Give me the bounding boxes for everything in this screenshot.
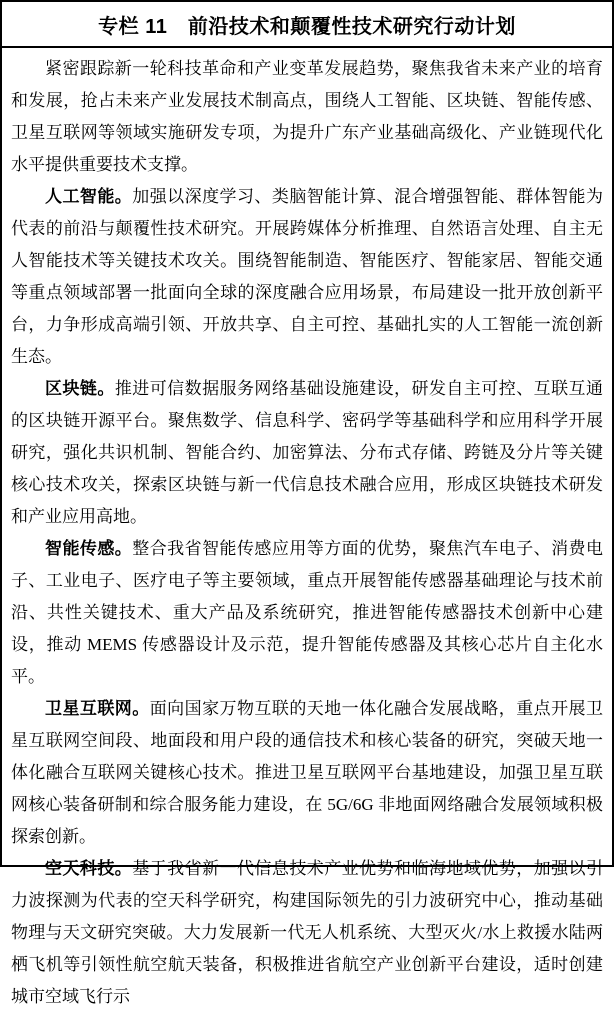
paragraph-lead: 人工智能。	[45, 187, 133, 206]
paragraph-text: 推进可信数据服务网络基础设施建设，研发自主可控、互联互通的区块链开源平台。聚焦数学、信息科学、密码学等基础科学和应用科学开展研究，强化共识机制、智能合约、加密算法、分布式存储、跨链及分片等关键核心技术攻关，探索区块链与新一代信息技术融合应用，形成区块链技术研发和产业应用高地。	[11, 379, 604, 526]
paragraph	[11, 533, 603, 693]
column-title-row	[2, 2, 612, 48]
column-title: 专栏 11 前沿技术和颠覆性技术研究行动计划	[98, 15, 516, 38]
paragraph-lead: 智能传感。	[45, 539, 133, 558]
paragraph	[11, 53, 603, 181]
paragraph	[11, 373, 603, 533]
paragraph-lead: 空天科技。	[45, 859, 133, 878]
paragraph-text: 紧密跟踪新一轮科技革命和产业变革发展趋势，聚焦我省未来产业的培育和发展，抢占未来产业发展技术制高点，围绕人工智能、区块链、智能传感、卫星互联网等领域实施研发专项，为提升广东产业基础高级化、产业链现代化水平提供重要技术支撑。	[11, 59, 603, 174]
column-body	[2, 48, 612, 1013]
paragraph	[11, 181, 603, 373]
paragraph	[11, 693, 603, 853]
paragraph-text: 面向国家万物互联的天地一体化融合发展战略，重点开展卫星互联网空间段、地面段和用户段的通信技术和核心装备的研究，突破天地一体化融合互联网关键核心技术。推进卫星互联网平台基地建设，加强卫星互联网核心装备研制和综合服务能力建设，在 5G/6G 非地面网络融合发展领域积极探索创新。	[11, 699, 604, 846]
paragraph-lead: 区块链。	[45, 379, 115, 398]
paragraph	[11, 853, 603, 1013]
paragraph-lead: 卫星互联网。	[45, 699, 150, 718]
paragraph-text: 加强以深度学习、类脑智能计算、混合增强智能、群体智能为代表的前沿与颠覆性技术研究。开展跨媒体分析推理、自然语言处理、自主无人智能技术等关键技术攻关。围绕智能制造、智能医疗、智能家居、智能交通等重点领域部署一批面向全球的深度融合应用场景，布局建设一批开放创新平台，力争形成高端引领、开放共享、自主可控、基础扎实的人工智能一流创新生态。	[11, 187, 604, 366]
paragraph-text: 基于我省新一代信息技术产业优势和临海地域优势，加强以引力波探测为代表的空天科学研究，构建国际领先的引力波研究中心，推动基础物理与天文研究突破。大力发展新一代无人机系统、大型灭火/水上救援水陆两栖飞机等引领性航空航天装备，积极推进省航空产业创新平台建设，适时创建城市空域飞行示	[11, 859, 604, 1006]
paragraph-text: 整合我省智能传感应用等方面的优势，聚焦汽车电子、消费电子、工业电子、医疗电子等主要领域，重点开展智能传感器基础理论与技术前沿、共性关键技术、重大产品及系统研究，推进智能传感器技术创新中心建设，推动 MEMS 传感器设计及示范，提升智能传感器及其核心芯片自主化水平。	[11, 539, 604, 686]
